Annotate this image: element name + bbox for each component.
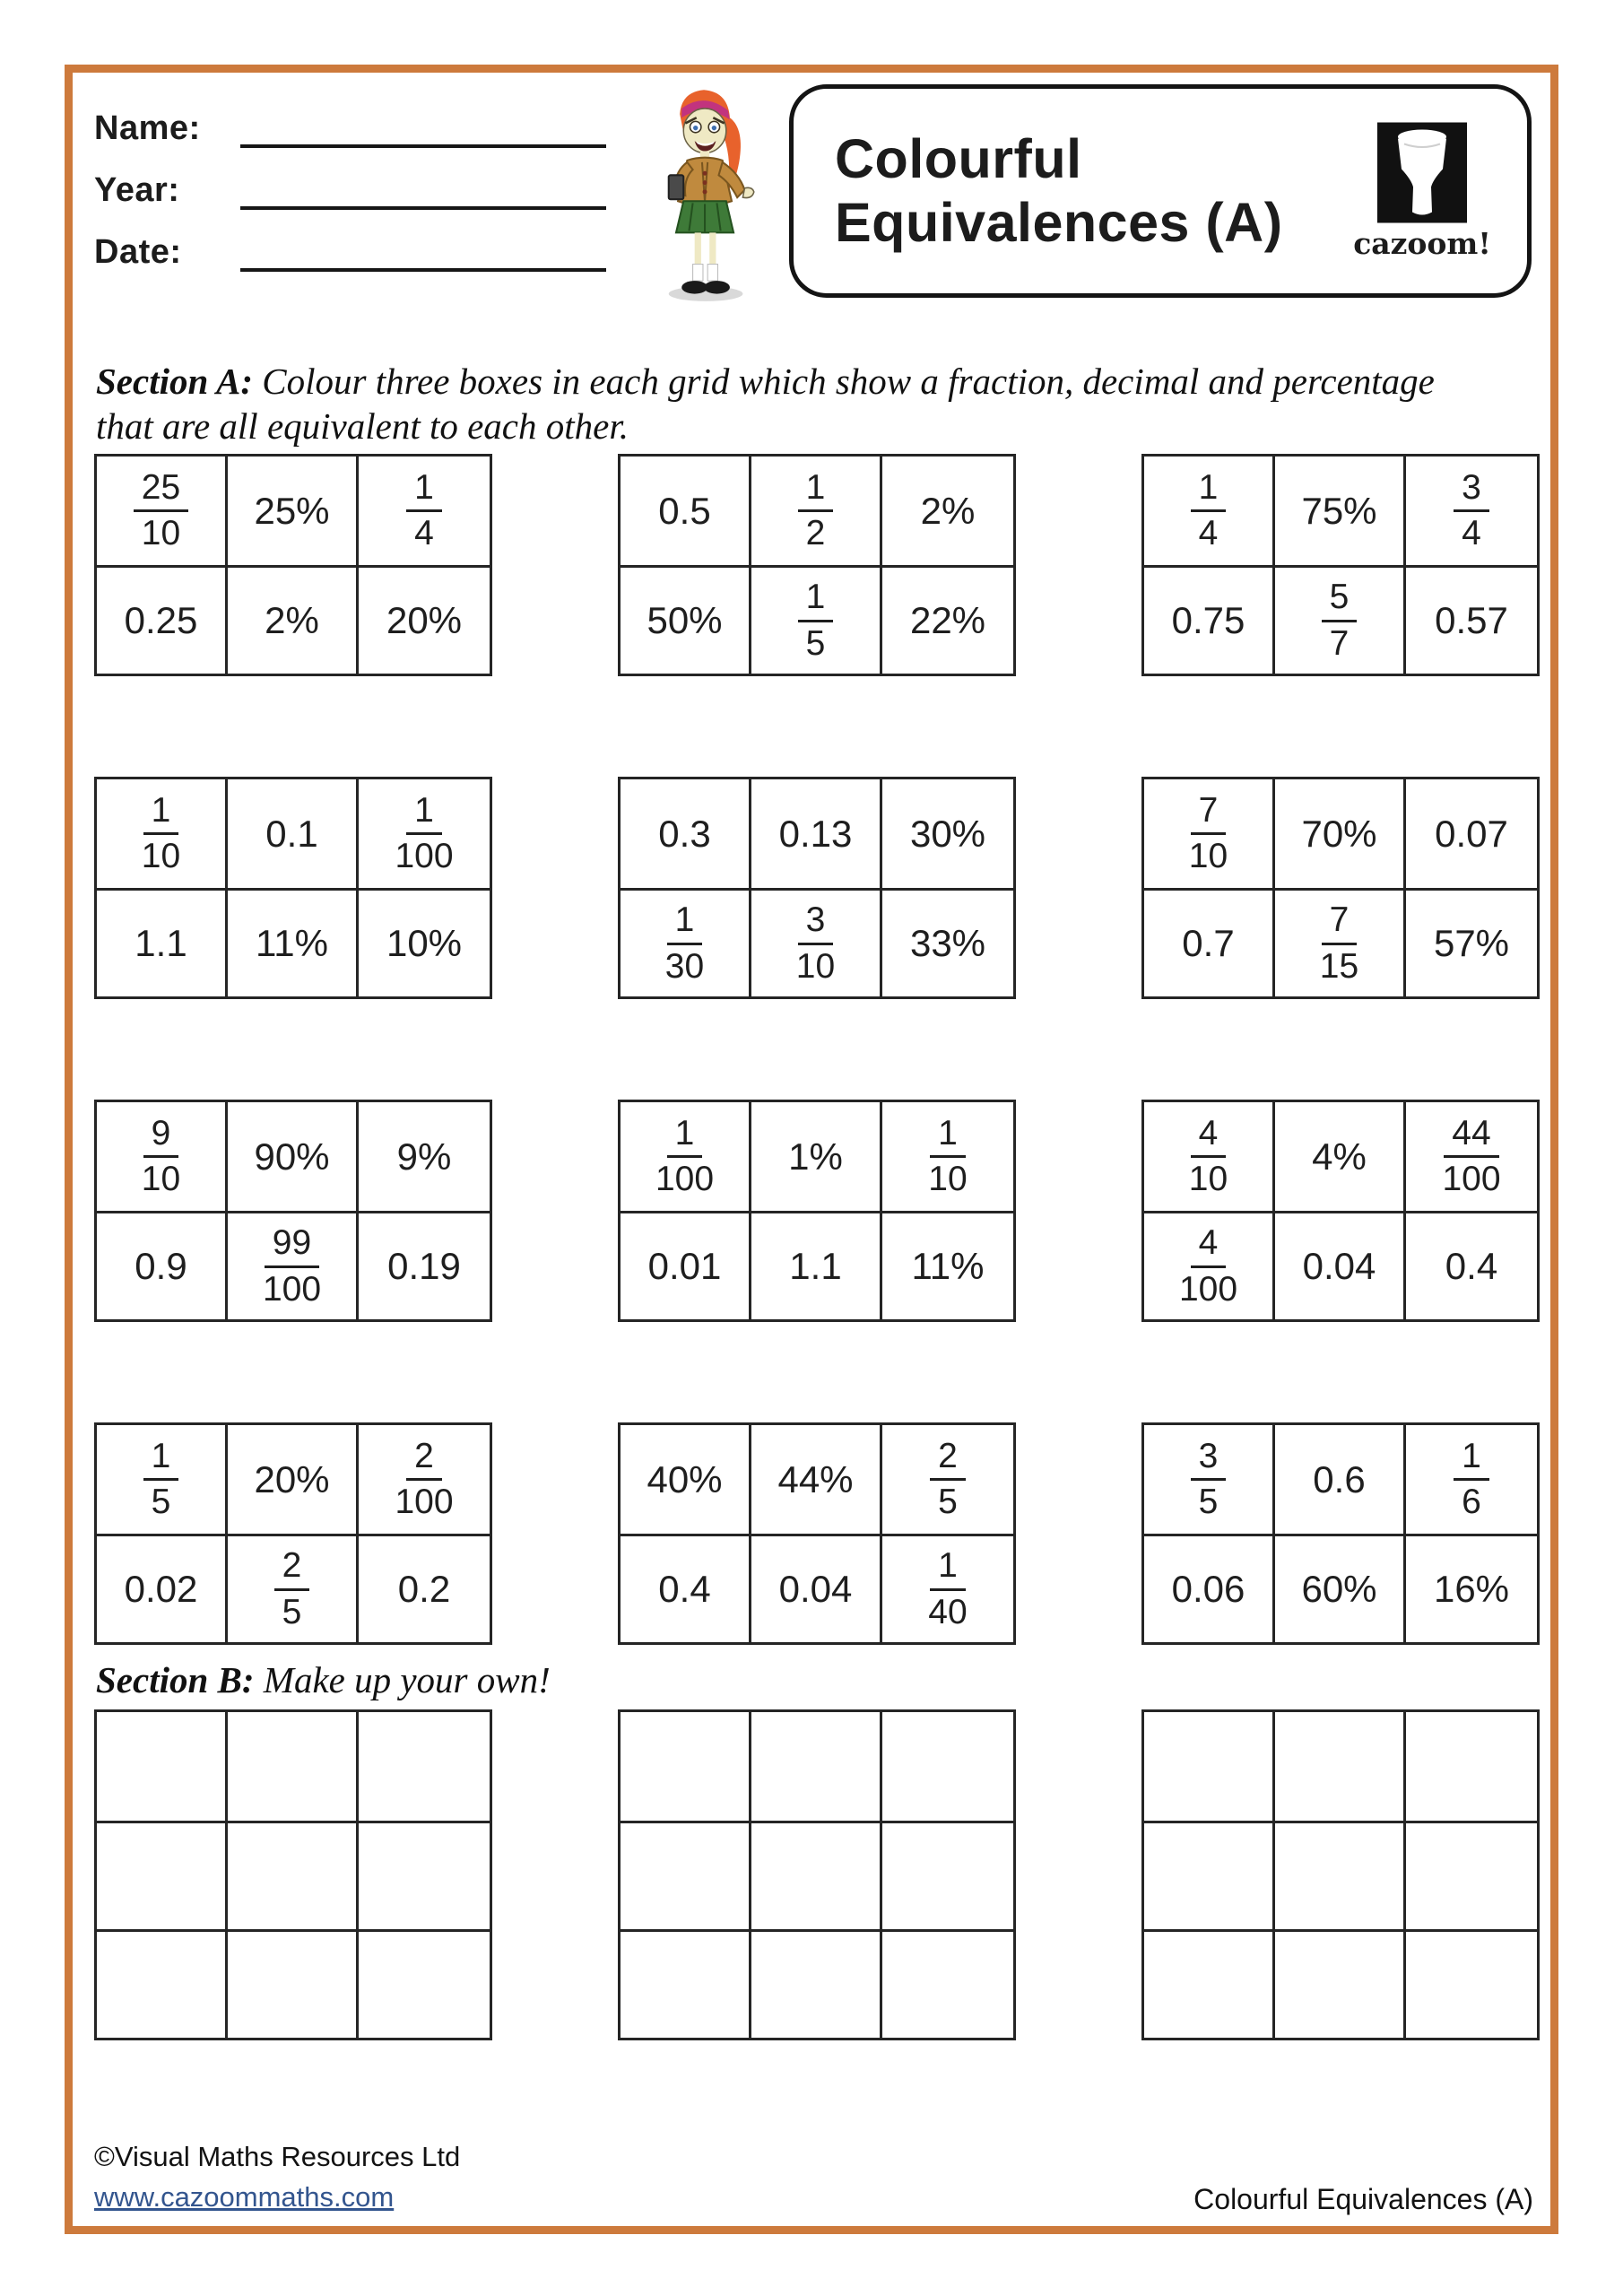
blank-grid-cell (359, 1929, 490, 2038)
grid-cell: 0.1 (228, 779, 359, 888)
section-b-grid-area (94, 1709, 1540, 2040)
grid-cell: 0.2 (359, 1534, 490, 1642)
name-field-row (94, 86, 632, 148)
blank-grid-cell (97, 1821, 228, 1929)
grid-cell: 0.57 (1406, 565, 1537, 674)
grid-cell: 1.1 (97, 888, 228, 996)
grid-cell: $\frac{4}{10}$ (1144, 1102, 1275, 1211)
equivalence-grid-10 (94, 1422, 492, 1645)
grid-cell: 50% (621, 565, 751, 674)
date-label: Date: (94, 233, 182, 271)
equivalence-grid-7 (94, 1100, 492, 1322)
year-field-row (94, 148, 632, 210)
grid-cell: 0.9 (97, 1211, 228, 1319)
grid-cell: 2% (228, 565, 359, 674)
year-label: Year: (94, 171, 180, 209)
grid-cell: $\frac{1}{10}$ (97, 779, 228, 888)
grid-cell: 33% (882, 888, 1013, 996)
name-write-line (240, 101, 606, 148)
grid-cell: 20% (228, 1425, 359, 1534)
grid-cell: $\frac{1}{100}$ (621, 1102, 751, 1211)
worksheet-title (835, 127, 1283, 256)
grid-cell: 4% (1275, 1102, 1406, 1211)
grid-cell: $\frac{2}{100}$ (395, 1436, 454, 1521)
footer-worksheet-name: Colourful Equivalences (A) (1193, 2183, 1533, 2215)
blank-grid-cell (882, 1821, 1013, 1929)
grid-cell: 0.02 (97, 1534, 228, 1642)
grid-cell: 0.7 (1144, 888, 1275, 996)
djembe-drum-icon (1377, 121, 1467, 224)
blank-grid-cell (1144, 1821, 1275, 1929)
grid-cell: 0.3 (621, 779, 751, 888)
grid-cell: $\frac{3}{4}$ (1406, 457, 1537, 565)
worksheet-title-box (789, 84, 1532, 298)
equivalence-grid-9 (1141, 1100, 1540, 1322)
grid-cell: $\frac{1}{30}$ (621, 888, 751, 996)
blank-grid-cell (228, 1929, 359, 2038)
blank-grid-cell (621, 1821, 751, 1929)
grid-cell: $\frac{2}{5}$ (882, 1425, 1013, 1534)
grid-cell: 0.75 (1144, 565, 1275, 674)
blank-grid-cell (359, 1821, 490, 1929)
equivalence-grid-3 (1141, 454, 1540, 676)
blank-grid-cell (1275, 1821, 1406, 1929)
blank-grid-1 (94, 1709, 492, 2040)
equivalence-grid-2 (618, 454, 1016, 676)
grid-cell: $\frac{25}{10}$ (97, 457, 228, 565)
grid-cell: 25% (228, 457, 359, 565)
blank-grid-cell (1144, 1712, 1275, 1821)
website-link[interactable]: www.cazoommaths.com (94, 2181, 395, 2213)
blank-grid-cell (97, 1712, 228, 1821)
student-info-fields (94, 86, 632, 272)
blank-grid-cell (1275, 1929, 1406, 2038)
grid-cell: $\frac{1}{100}$ (395, 790, 454, 875)
equivalence-grid-8 (618, 1100, 1016, 1322)
blank-grid-cell (1406, 1929, 1537, 2038)
grid-cell: 1% (751, 1102, 882, 1211)
grid-cell: $\frac{2}{5}$ (228, 1534, 359, 1642)
grid-cell: 0.4 (621, 1534, 751, 1642)
grid-cell: 0.25 (97, 565, 228, 674)
date-write-line (240, 225, 606, 272)
section-b-instruction-text: Make up your own! (263, 1659, 551, 1700)
section-b-heading: Section B: (96, 1659, 255, 1700)
schoolgirl-illustration (642, 83, 766, 305)
grid-cell: 1.1 (751, 1211, 882, 1319)
blank-grid-2 (618, 1709, 1016, 2040)
copyright-text: ©Visual Maths Resources Ltd (94, 2141, 461, 2172)
blank-grid-cell (97, 1929, 228, 2038)
grid-cell: 2% (920, 489, 976, 532)
date-field-row (94, 210, 632, 272)
grid-cell: $\frac{1}{5}$ (751, 565, 882, 674)
grid-cell: $\frac{3}{5}$ (1144, 1425, 1275, 1534)
grid-cell: $\frac{1}{4}$ (1144, 457, 1275, 565)
grid-cell: 0.07 (1435, 812, 1508, 855)
blank-grid-cell (751, 1712, 882, 1821)
name-label: Name: (94, 109, 201, 147)
grid-cell: 40% (621, 1425, 751, 1534)
section-a-heading: Section A: (96, 361, 254, 402)
grid-cell: 0.01 (621, 1211, 751, 1319)
cazoom-logo (1355, 121, 1489, 261)
grid-cell: 16% (1406, 1534, 1537, 1642)
blank-grid-cell (621, 1712, 751, 1821)
grid-cell: 20% (359, 565, 490, 674)
grid-cell: 11% (882, 1211, 1013, 1319)
grid-cell: $\frac{1}{5}$ (97, 1425, 228, 1534)
equivalence-grid-1 (94, 454, 492, 676)
blank-grid-cell (1144, 1929, 1275, 2038)
grid-cell: $\frac{99}{100}$ (228, 1211, 359, 1319)
grid-cell: 57% (1406, 888, 1537, 996)
grid-cell: 22% (882, 565, 1013, 674)
grid-cell: $\frac{9}{10}$ (97, 1102, 228, 1211)
grid-cell: 0.06 (1144, 1534, 1275, 1642)
blank-grid-cell (621, 1929, 751, 2038)
grid-cell: 44% (751, 1425, 882, 1534)
grid-cell: 9% (396, 1135, 452, 1178)
grid-cell: 60% (1275, 1534, 1406, 1642)
grid-cell: $\frac{7}{15}$ (1275, 888, 1406, 996)
grid-cell: 0.04 (1275, 1211, 1406, 1319)
blank-grid-cell (751, 1929, 882, 2038)
grid-cell: $\frac{4}{100}$ (1144, 1211, 1275, 1319)
blank-grid-cell (751, 1821, 882, 1929)
grid-cell: 0.04 (751, 1534, 882, 1642)
blank-grid-cell (228, 1821, 359, 1929)
grid-cell: 90% (228, 1102, 359, 1211)
section-a-instructions (96, 359, 1441, 448)
blank-grid-cell (228, 1712, 359, 1821)
equivalence-grid-5 (618, 777, 1016, 999)
section-a-grid-area (94, 454, 1540, 1645)
blank-grid-cell (882, 1712, 1013, 1821)
grid-cell: 0.6 (1275, 1425, 1406, 1534)
grid-cell: $\frac{44}{100}$ (1442, 1113, 1501, 1198)
year-write-line (240, 163, 606, 210)
grid-cell: $\frac{1}{2}$ (751, 457, 882, 565)
equivalence-grid-6 (1141, 777, 1540, 999)
grid-cell: 0.19 (359, 1211, 490, 1319)
blank-grid-cell (882, 1929, 1013, 2038)
grid-cell: 11% (228, 888, 359, 996)
equivalence-grid-12 (1141, 1422, 1540, 1645)
grid-cell: $\frac{1}{10}$ (928, 1113, 968, 1198)
grid-cell: 0.13 (751, 779, 882, 888)
grid-cell: 0.5 (621, 457, 751, 565)
grid-cell: $\frac{5}{7}$ (1275, 565, 1406, 674)
grid-cell: $\frac{7}{10}$ (1144, 779, 1275, 888)
grid-cell: 0.4 (1406, 1211, 1537, 1319)
grid-cell: 10% (359, 888, 490, 996)
section-b-instructions (96, 1657, 1441, 1702)
worksheet-title-line1: Colourful (835, 127, 1082, 189)
grid-cell: $\frac{1}{4}$ (359, 457, 490, 565)
grid-cell: 30% (909, 812, 986, 855)
equivalence-grid-11 (618, 1422, 1016, 1645)
worksheet-title-line2: Equivalences (A) (835, 192, 1283, 253)
blank-grid-cell (359, 1712, 490, 1821)
grid-cell: 75% (1275, 457, 1406, 565)
cazoom-logo-text: cazoom! (1353, 226, 1491, 261)
grid-cell: $\frac{1}{40}$ (882, 1534, 1013, 1642)
grid-cell: $\frac{1}{6}$ (1406, 1425, 1537, 1534)
blank-grid-3 (1141, 1709, 1540, 2040)
equivalence-grid-4 (94, 777, 492, 999)
blank-grid-cell (1406, 1821, 1537, 1929)
grid-cell: 70% (1275, 779, 1406, 888)
blank-grid-cell (1406, 1712, 1537, 1821)
grid-cell: $\frac{3}{10}$ (751, 888, 882, 996)
blank-grid-cell (1275, 1712, 1406, 1821)
section-a-instruction-text: Colour three boxes in each grid which show a fraction, decimal and percentage that are all equivalent to each other. (96, 361, 1435, 448)
